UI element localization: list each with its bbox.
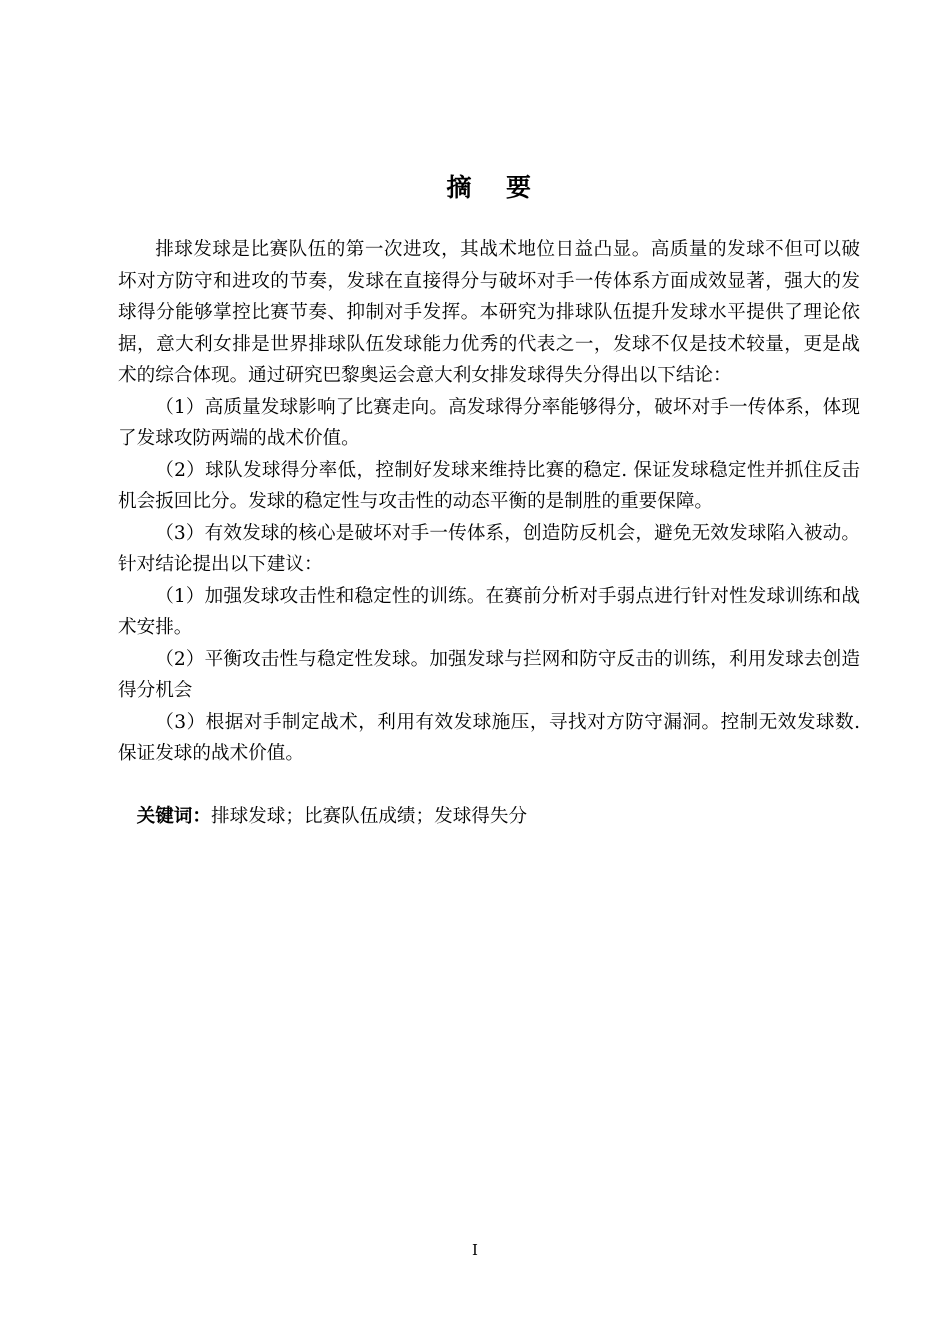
abstract-body — [118, 234, 860, 770]
paragraph: （2）平衡攻击性与稳定性发球。加强发球与拦网和防守反击的训练，利用发球去创造得分机会 — [118, 648, 860, 701]
keywords-label: 关键词： — [136, 805, 211, 827]
page-content — [118, 0, 860, 832]
paragraph: （1）高质量发球影响了比赛走向。高发球得分率能够得分，破坏对手一传体系，体现了发球攻防两端的战术价值。 — [118, 396, 860, 449]
page-title — [118, 168, 860, 204]
page-number: I — [472, 1241, 478, 1259]
keywords-value: 排球发球；比赛队伍成绩；发球得失分 — [210, 805, 528, 827]
paragraph: （1）加强发球攻击性和稳定性的训练。在赛前分析对手弱点进行针对性发球训练和战术安排。 — [118, 585, 860, 638]
page-title-char-1: 摘 — [446, 173, 472, 202]
paragraph: 排球发球是比赛队伍的第一次进攻，其战术地位日益凸显。高质量的发球不但可以破坏对方防守和进攻的节奏，发球在直接得分与破坏对手一传体系方面成效显著，强大的发球得分能够掌控比赛节奏、抑制对手发挥。本研究为排球队伍提升发球水平提供了理论依据，意大利女排是世界排球队伍发球能力优秀的代表之一，发球不仅是技术较量，更是战术的综合体现。通过研究巴黎奥运会意大利女排发球得失分得出以下结论： — [118, 239, 860, 386]
paragraph: （3）根据对手制定战术，利用有效发球施压，寻找对方防守漏洞。控制无效发球数. 保证发球的战术价值。 — [118, 711, 860, 764]
paragraph: （2）球队发球得分率低，控制好发球来维持比赛的稳定. 保证发球稳定性并抓住反击机会扳回比分。发球的稳定性与攻击性的动态平衡的是制胜的重要保障。 — [118, 459, 860, 512]
page-title-char-2: 要 — [506, 173, 532, 202]
keywords-line — [118, 801, 860, 833]
paragraph: （3）有效发球的核心是破坏对手一传体系，创造防反机会，避免无效发球陷入被动。针对结论提出以下建议： — [118, 522, 860, 575]
